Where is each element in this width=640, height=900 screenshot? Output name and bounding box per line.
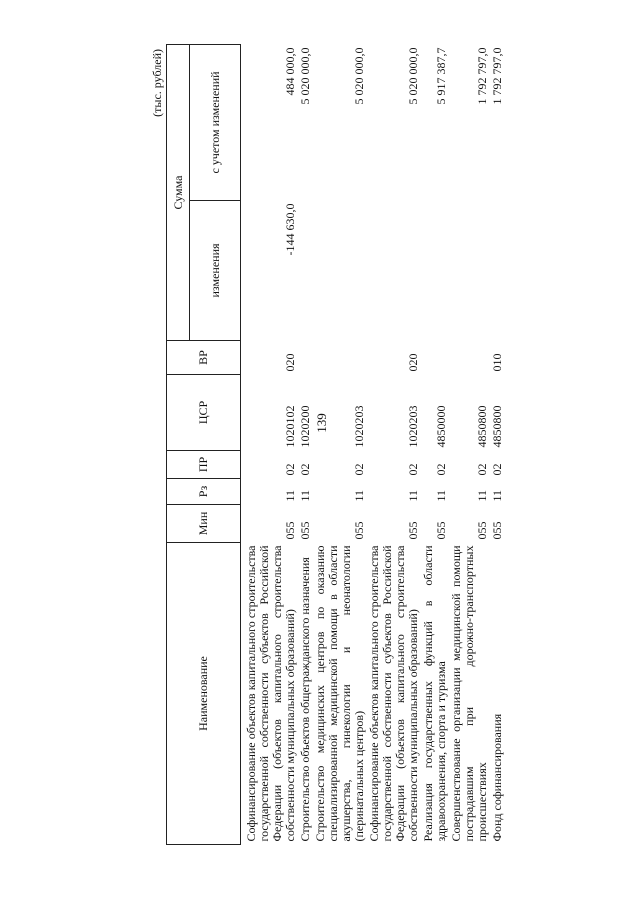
row-name: Строительство объектов общегражданского назначения [298, 557, 312, 842]
row-min: 055 [490, 521, 504, 540]
table-row [421, 44, 449, 844]
row-rz: 11 [475, 489, 489, 502]
row-csr: 4850800 [475, 405, 489, 448]
row-csr: 1020203 [352, 405, 366, 448]
budget-table [166, 44, 505, 845]
table-row [490, 44, 505, 844]
row-vr: 020 [406, 353, 420, 372]
row-name: Совершенствование организации медицинской помощи пострадавшим при дорожно-транспортных происшествиях [449, 545, 489, 842]
row-pr: 02 [475, 463, 489, 476]
row-changes [298, 201, 313, 341]
row-csr: 4850800 [490, 405, 504, 448]
table-row [313, 44, 367, 844]
row-with-changes: 1 792 797,0 [475, 47, 489, 105]
row-name: Фонд софинансирования [490, 713, 504, 842]
row-min: 055 [283, 521, 297, 540]
row-with-changes: 5 020 000,0 [352, 47, 366, 105]
row-vr [421, 341, 449, 375]
row-rz: 11 [434, 489, 448, 502]
table-row [449, 44, 490, 844]
row-name: Строительство медицинских центров по оказанию специализированной медицинской помощи в области акушерства, гинекологии и неонатологии (перинатальных центров) [313, 545, 366, 842]
row-min: 055 [434, 521, 448, 540]
row-rz: 11 [406, 489, 420, 502]
header-pr: ПР [167, 451, 241, 479]
row-changes: -144 630,0 [283, 203, 297, 256]
row-changes [313, 201, 367, 341]
row-pr: 02 [283, 463, 297, 476]
header-sum: Сумма [167, 44, 190, 340]
header-vr: ВР [167, 341, 241, 375]
units-label: (тыс. рублей) [150, 49, 164, 117]
row-csr: 4850000 [434, 405, 448, 448]
row-vr [298, 341, 313, 375]
row-vr [449, 341, 490, 375]
table-header [167, 44, 241, 844]
row-min: 055 [298, 521, 312, 540]
row-pr: 02 [298, 463, 312, 476]
row-name: Софинансирование объектов капитального строительства государственной собственности субъектов Российской Федерации (объектов капитального строительства собственности муниципальных образований) [367, 545, 420, 842]
header-name: Наименование [167, 543, 241, 845]
table-row [367, 44, 421, 844]
row-min: 055 [406, 521, 420, 540]
row-min: 055 [352, 521, 366, 540]
row-with-changes: 5 020 000,0 [406, 47, 420, 105]
row-csr: 1020200 [298, 405, 312, 448]
row-rz: 11 [283, 489, 297, 502]
page-number: 139 [314, 413, 329, 433]
row-with-changes: 484 000,0 [283, 47, 297, 96]
rotated-page-content [150, 45, 580, 845]
row-pr: 02 [490, 463, 504, 476]
row-csr: 1020203 [406, 405, 420, 448]
table-row [298, 44, 313, 844]
row-min: 055 [475, 521, 489, 540]
header-with-changes: с учетом изменений [190, 44, 241, 200]
row-vr: 010 [490, 353, 504, 372]
header-rz: Рз [167, 479, 241, 505]
header-csr: ЦСР [167, 375, 241, 451]
row-vr [313, 341, 367, 375]
row-changes [449, 201, 490, 341]
row-with-changes: 5 917 387,7 [434, 47, 448, 105]
row-changes [367, 201, 421, 341]
header-changes: изменения [190, 201, 241, 341]
row-csr: 1020102 [283, 405, 297, 448]
row-pr: 02 [434, 463, 448, 476]
row-name: Софинансирование объектов капитального строительства государственной собственности субъектов Российской Федерации (объектов капитального строительства собственности муниципальных образований) [244, 545, 297, 842]
row-rz: 11 [352, 489, 366, 502]
row-pr: 02 [406, 463, 420, 476]
row-name: Реализация государственных функций в области здравоохранения, спорта и туризма [421, 545, 448, 842]
row-rz: 11 [490, 489, 504, 502]
row-rz: 11 [298, 489, 312, 502]
header-min: Мин [167, 505, 241, 543]
row-changes [490, 201, 505, 341]
row-with-changes: 1 792 797,0 [490, 47, 504, 105]
row-vr: 020 [283, 353, 297, 372]
row-pr: 02 [352, 463, 366, 476]
row-changes [421, 201, 449, 341]
table-row [241, 44, 299, 844]
row-with-changes: 5 020 000,0 [298, 47, 312, 105]
